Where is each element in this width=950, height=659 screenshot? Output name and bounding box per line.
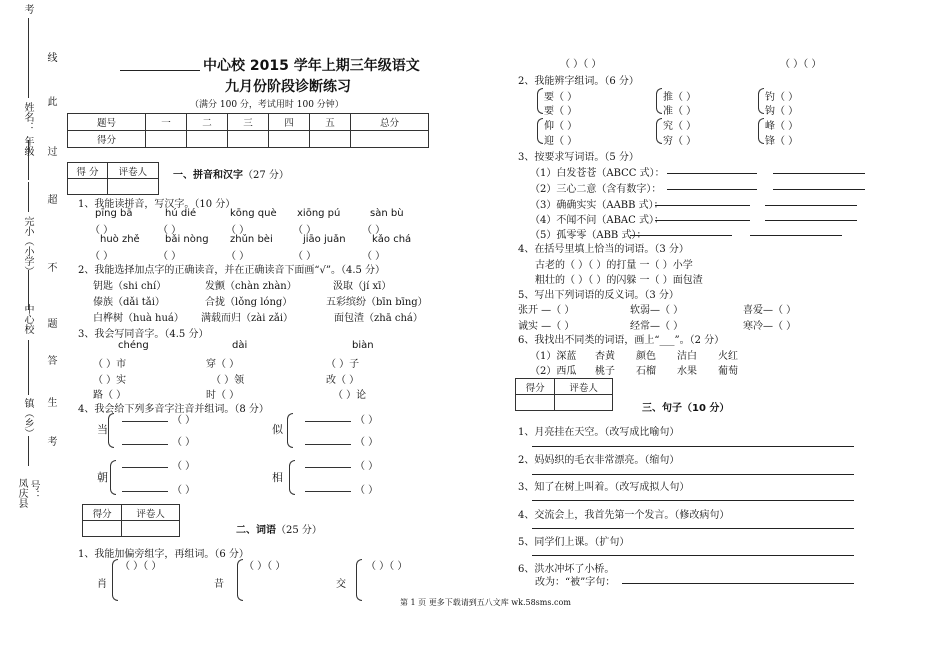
sentence-prompt: 6、洪水冲坏了小桥。 [518,564,615,575]
score-cell[interactable] [187,131,228,148]
binding-chao: 超 [45,194,56,204]
pinyin: kōng què [230,208,277,219]
sentence-prompt: 1、月亮挂在天空。（改写成比喻句） [518,427,680,438]
brace [289,460,295,495]
q1-4: 4、我会给下列多音字注音并组词。（8 分） [78,404,269,415]
answer-blank[interactable]: （ ）（ ） [366,561,408,572]
pinyin: huò zhě [100,234,140,245]
q1-3: 3、我会写同音字。（4.5 分） [78,329,209,340]
binding-guo: 过 [45,146,56,156]
score-table [67,113,429,148]
antonym-blank[interactable]: 经常—（ ） [630,321,684,332]
binding-sheng: 生 [45,397,56,407]
label-town: 镇（乡） [22,398,33,438]
word-blank[interactable]: 仰（ ） [544,121,578,132]
score-head: 四 [268,114,309,131]
brace [237,559,243,601]
score-cell[interactable] [268,131,309,148]
brace [110,460,116,495]
grader-box-2 [82,504,180,537]
section-3-heading: 三、句子（10 分） [642,403,730,414]
answer-blank[interactable]: 时（ ） [206,390,240,401]
q1-1: 1、我能读拼音，写汉字。（10 分） [78,199,236,210]
word-option[interactable]: 水果 [677,366,697,377]
grader-box-3 [515,378,613,411]
fill-line[interactable]: 粗壮的（ ）（ ）的闪躲 一（ ）面包渣 [535,275,703,286]
score-head: 一 [146,114,187,131]
grader-label: 得 分 [68,163,108,179]
reading-choice[interactable]: 合拢（lǒng lóng） [205,297,293,308]
answer-blank[interactable]: （ ） [355,437,379,448]
word-option[interactable]: 颜色 [636,351,656,362]
answer-blank[interactable]: 改（ ） [326,375,360,386]
answer-blank[interactable]: （ ）（ ） [560,59,602,70]
antonym-blank[interactable]: 寒冷—（ ） [743,321,797,332]
score-cell[interactable] [350,131,428,148]
brace [537,118,543,144]
score-cell[interactable] [309,131,350,148]
answer-blank[interactable]: （ ） [172,485,196,496]
answer-blank[interactable]: （ ） [355,461,379,472]
score-cell[interactable] [227,131,268,148]
label-grade: 年级 [22,136,33,156]
word-blank[interactable]: 锋（ ） [765,136,799,147]
brace [758,118,764,144]
sentence-prompt: 5、同学们上课。（扩句） [518,537,630,548]
q1-2: 2、我能选择加点字的正确读音，并在正确读音下面画“√”。（4.5 分） [78,265,386,276]
word-option[interactable]: 洁白 [677,351,697,362]
binding-ti: 题 [45,318,56,328]
antonym-blank[interactable]: 张开 —（ ） [518,305,575,316]
pinyin: hú dié [165,208,197,219]
answer-blank[interactable]: 穿（ ） [206,359,240,370]
q2-6: 6、我找出不同类的词语，画上“___”。（2 分） [518,335,725,346]
answer-blank[interactable]: （ ） [355,415,379,426]
answer-blank[interactable]: （ ） [362,225,386,236]
binding-xian: 线 [45,52,56,62]
grader-label: 评卷人 [107,163,158,179]
word-prompt: （2）三心二意（含有数字）： [530,184,662,195]
answer-blank[interactable]: （ ）论 [333,390,367,401]
word-option[interactable]: 火红 [718,351,738,362]
score-head: 二 [187,114,228,131]
brace [356,559,362,601]
grader-cell[interactable] [107,179,158,195]
answer-line[interactable] [532,474,854,475]
grader-label: 评卷人 [122,505,180,521]
label-center-school: 中心校 [22,304,33,334]
binding-da: 答 [45,355,56,365]
word-option[interactable]: 杏黄 [595,351,615,362]
label-school: 完小（小学） [22,216,33,276]
word-prompt: （1）白发苍苍（ABCC 式）： [530,168,665,179]
answer-blank[interactable]: （ ） [158,251,182,262]
answer-blank[interactable]: （ ）（ ） [244,561,286,572]
word-prompt: （5）孤零零（ABB 式）： [530,230,647,241]
antonym-blank[interactable]: 软弱—（ ） [630,305,684,316]
answer-blank[interactable]: （ ）市 [93,359,127,370]
answer-blank[interactable]: （ ） [293,251,317,262]
answer-blank[interactable]: 路（ ） [93,390,127,401]
word-blank[interactable]: 钩（ ） [765,106,799,117]
pinyin: biàn [352,340,374,351]
pinyin: zhǔn bèi [230,234,273,245]
grader-label: 评卷人 [555,379,613,395]
page-footer: 第 1 页 更多下载请到五八文库 wk.58sms.com [400,598,571,607]
answer-blank[interactable]: （ ）（ ） [120,561,162,572]
word-blank[interactable]: 穷（ ） [663,136,697,147]
score-head: 总分 [350,114,428,131]
brace [656,88,662,114]
section-1-heading: 一、拼音和汉字（27 分） [173,170,289,181]
word-option[interactable]: （2）西瓜 [530,366,577,377]
answer-blank[interactable]: （ ） [362,251,386,262]
sentence-prompt: 改为：“被”字句： [535,577,616,588]
pinyin: jiāo juǎn [303,234,346,245]
fill-line[interactable]: 古老的（ ）（ ）的打量 一（ ）小学 [535,260,693,271]
word-blank[interactable]: 迎（ ） [544,136,578,147]
answer-blank[interactable]: （ ）（ ） [780,59,822,70]
reading-choice[interactable]: 发颤（chàn zhàn） [205,281,297,292]
reading-choice[interactable]: 面包渣（zhā chá） [334,313,423,324]
answer-line[interactable] [532,446,854,447]
word-prompt: （4）不闻不问（ABAC 式）： [530,215,664,226]
brace [287,413,293,448]
sentence-prompt: 2、妈妈织的毛衣非常漂亮。（缩句） [518,455,680,466]
binding-kao: 考 [22,4,33,14]
word-option[interactable]: 石榴 [636,366,656,377]
score-head: 三 [227,114,268,131]
score-cell[interactable] [146,131,187,148]
word-blank[interactable]: 究（ ） [663,121,697,132]
pinyin: xiōng pú [297,208,341,219]
pinyin: dài [232,340,248,351]
answer-blank[interactable]: （ ）领 [211,375,245,386]
reading-choice[interactable]: 五彩缤纷（bīn bīng） [326,297,428,308]
brace [758,88,764,114]
word-blank[interactable]: 准（ ） [663,106,697,117]
answer-blank[interactable]: （ ） [355,485,379,496]
answer-blank[interactable]: （ ） [293,225,317,236]
word-option[interactable]: 桃子 [595,366,615,377]
radical-char: 昔 [214,579,224,590]
answer-blank[interactable]: （ ） [90,251,114,262]
word-option[interactable]: （1）深蓝 [530,351,577,362]
q2-3: 3、按要求写词语。（5 分） [518,152,639,163]
answer-line[interactable] [532,528,854,529]
grader-cell[interactable] [516,395,555,411]
word-prompt: （3）确确实实（AABB 式）： [530,200,664,211]
answer-blank[interactable]: （ ） [172,461,196,472]
answer-line[interactable] [622,583,854,584]
page-subtitle: 九月份阶段诊断练习 [225,79,351,95]
binding-bu: 不 [45,262,56,272]
score-row-label: 得分 [68,131,146,148]
pinyin: kǎo chá [372,234,412,245]
pinyin: pīng bā [95,208,133,219]
sentence-prompt: 4、交流会上，我首先第一个发言。（修改病句） [518,510,730,521]
answer-blank[interactable]: （ ）子 [326,359,360,370]
brace [656,118,662,144]
pinyin: bǎi nòng [165,234,209,245]
word-option[interactable]: 葡萄 [718,366,738,377]
polyphone-char: 似 [272,423,283,436]
answer-blank[interactable]: （ ） [172,437,196,448]
reading-choice[interactable]: 汲取（jí xī） [333,281,392,292]
grader-box-1 [67,162,159,195]
score-head: 题号 [68,114,146,131]
score-head: 五 [309,114,350,131]
pinyin: sàn bù [370,208,404,219]
answer-blank[interactable]: （ ） [226,251,250,262]
grader-cell[interactable] [555,395,613,411]
page-title: 中心校 2015 学年上期三年级语文 [203,58,420,74]
antonym-blank[interactable]: 诚实 —（ ） [518,321,575,332]
brace [108,413,114,448]
answer-blank[interactable]: （ ） [172,415,196,426]
answer-line[interactable] [532,555,854,556]
answer-blank[interactable]: （ ） [226,225,250,236]
label-exam-no: 号： [28,480,39,500]
reading-choice[interactable]: 满载而归（zài zǎi） [201,313,294,324]
word-blank[interactable]: 峰（ ） [765,121,799,132]
radical-char: 交 [336,579,346,590]
brace [537,88,543,114]
sentence-prompt: 3、知了在树上叫着。（改写成拟人句） [518,482,690,493]
radical-char: 肖 [97,579,107,590]
answer-blank[interactable]: （ ） [90,225,114,236]
grader-label: 得分 [83,505,122,521]
word-blank[interactable]: 要（ ） [544,106,578,117]
binding-ci: 此 [45,96,56,106]
word-blank[interactable]: 推（ ） [663,92,697,103]
answer-blank[interactable]: （ ）实 [93,375,127,386]
antonym-blank[interactable]: 喜爱—（ ） [743,305,797,316]
label-county: 凤庆县 [16,478,27,508]
q2-1: 1、我能加偏旁组字，再组词。（6 分） [78,549,249,560]
section-2-heading: 二、词语（25 分） [236,525,322,536]
exam-info: （满分 100 分，考试用时 100 分钟） [190,100,344,110]
grader-cell[interactable] [68,179,108,195]
polyphone-char: 当 [97,423,108,436]
answer-line[interactable] [532,500,854,501]
polyphone-char: 相 [272,471,283,484]
reading-choice[interactable]: 傣族（dǎi tǎi） [93,297,165,308]
word-blank[interactable]: 钓（ ） [765,92,799,103]
q2-4: 4、在括号里填上恰当的词语。（3 分） [518,244,689,255]
answer-blank[interactable]: （ ） [158,225,182,236]
pinyin: chéng [118,340,149,351]
grader-cell[interactable] [83,521,122,537]
label-name: 姓名： [22,102,33,132]
brace [112,559,118,601]
word-blank[interactable]: 要（ ） [544,92,578,103]
q2-5: 5、写出下列词语的反义词。（3 分） [518,290,679,301]
binding-kao2: 考 [45,436,56,446]
polyphone-char: 朝 [97,471,108,484]
grader-label: 得分 [516,379,555,395]
q2-2: 2、我能辨字组词。（6 分） [518,76,639,87]
reading-choice[interactable]: 白桦树（huà huá） [93,313,184,324]
grader-cell[interactable] [122,521,180,537]
reading-choice[interactable]: 钥匙（shi chí） [93,281,167,292]
